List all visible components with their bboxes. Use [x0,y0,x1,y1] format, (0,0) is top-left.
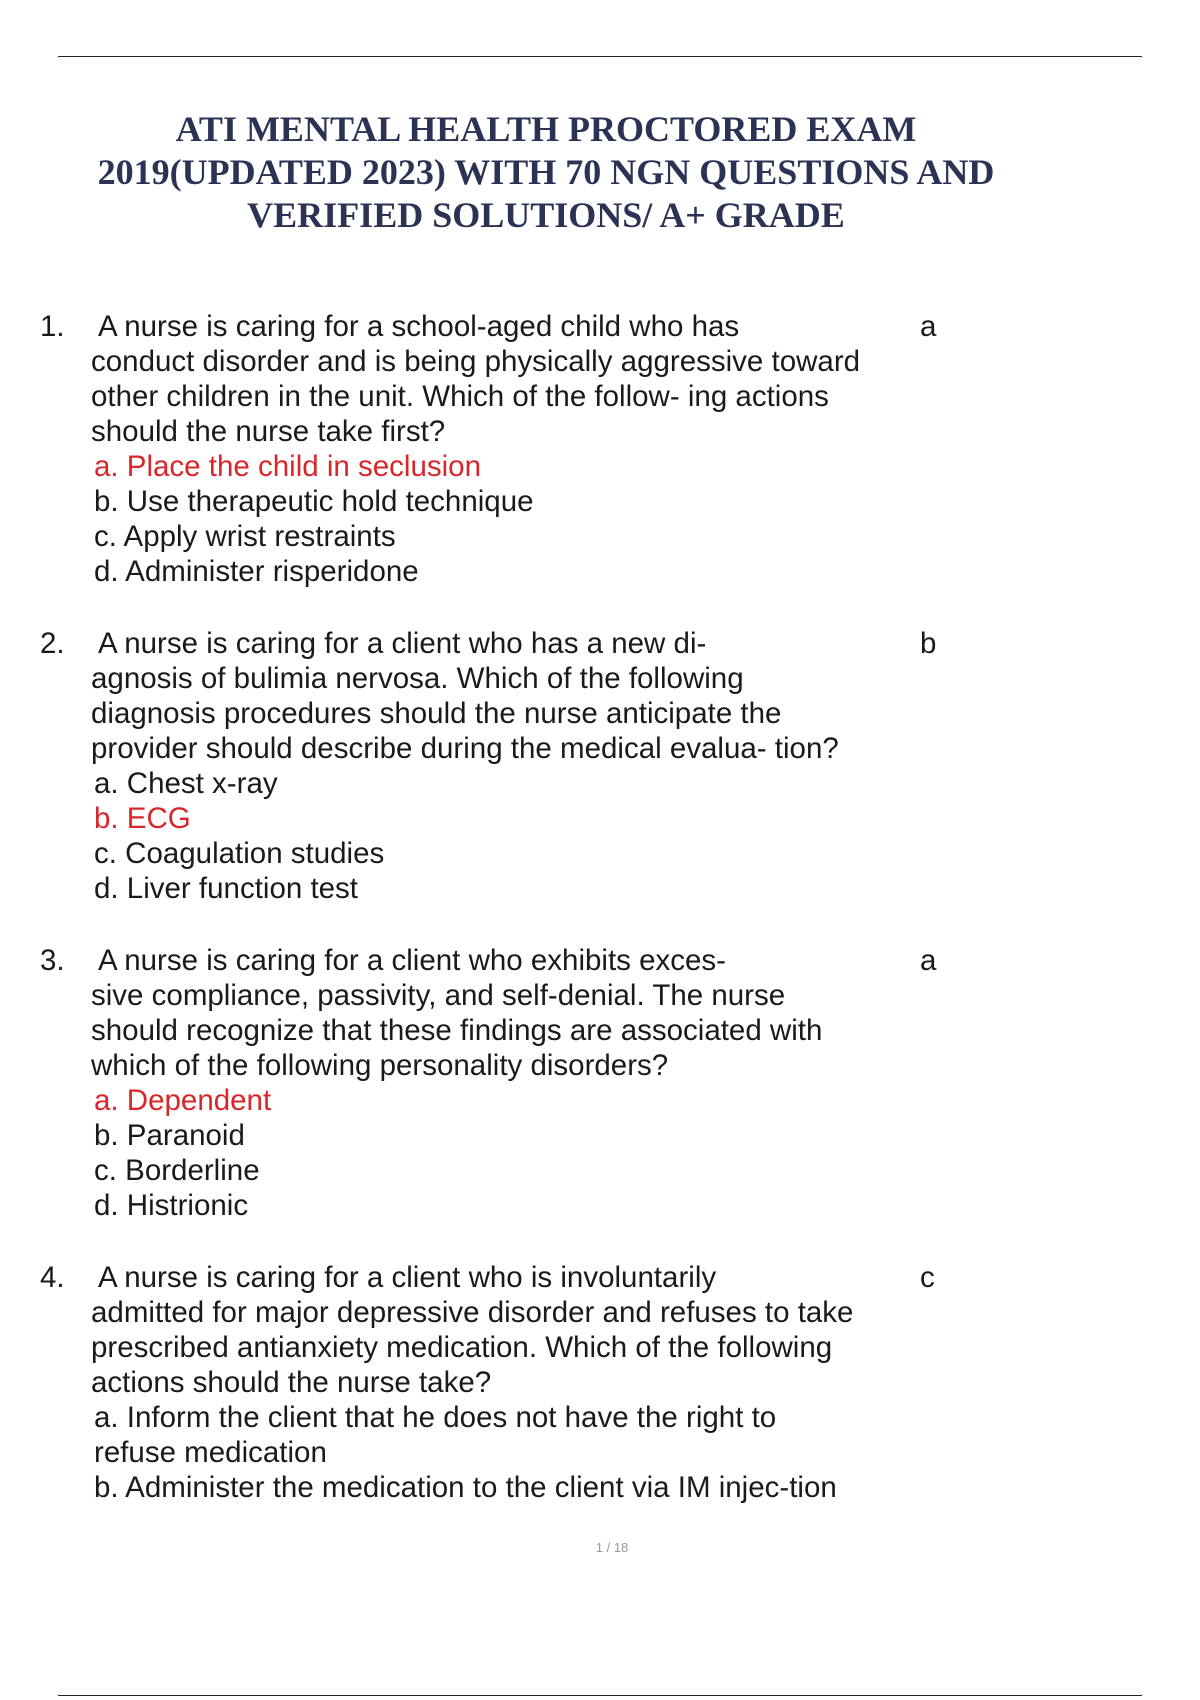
stem-line: conduct disorder and is being physically aggressive toward [91,345,861,378]
document-title [0,108,1092,237]
stem-line: other children in the unit. Which of the follow- ing actions [91,380,829,413]
option: c. Apply wrist restraints [94,520,396,553]
option: d. Administer risperidone [94,555,419,588]
option: c. Borderline [94,1154,260,1187]
option-correct: a. Dependent [94,1084,272,1117]
stem-line: diagnosis procedures should the nurse anticipate the [91,697,782,730]
option: b. Use therapeutic hold technique [94,485,534,518]
question-2 [0,626,960,906]
stem-line: should the nurse take first? [91,415,446,448]
question-4 [0,1260,960,1505]
answer-key: a [920,310,937,343]
stem-line: A nurse is caring for a school-aged child who has [98,310,740,343]
stem-line: sive compliance, passivity, and self-denial. The nurse [91,979,786,1012]
question-3 [0,943,960,1223]
option: b. Paranoid [94,1119,245,1152]
option: refuse medication [94,1436,327,1469]
question-stem [91,943,960,1083]
top-divider [58,56,1142,57]
question-number: 4. [40,1261,65,1294]
question-stem [91,309,960,449]
title-line-3: VERIFIED SOLUTIONS/ A+ GRADE [247,195,845,235]
title-line-1: ATI MENTAL HEALTH PROCTORED EXAM [175,109,917,149]
answer-key: c [920,1261,935,1294]
option-correct: b. ECG [94,802,191,835]
question-number: 1. [40,310,65,343]
stem-line: should recognize that these findings are associated with [91,1014,823,1047]
question-number: 3. [40,944,65,977]
bottom-divider [58,1695,1142,1696]
question-stem [91,626,960,766]
stem-line: which of the following personality disorders? [91,1049,669,1082]
stem-line: agnosis of bulimia nervosa. Which of the following [91,662,744,695]
page-indicator: 1 / 18 [595,1540,629,1555]
stem-line: A nurse is caring for a client who has a new di- [98,627,707,660]
question-1 [0,309,960,589]
stem-line: actions should the nurse take? [91,1366,492,1399]
stem-line: A nurse is caring for a client who is involuntarily [98,1261,717,1294]
option: b. Administer the medication to the client via IM injec-tion [94,1471,837,1504]
option: a. Inform the client that he does not have the right to [94,1401,777,1434]
option: d. Histrionic [94,1189,249,1222]
answer-key: a [920,944,937,977]
option: c. Coagulation studies [94,837,385,870]
title-line-2: 2019(UPDATED 2023) WITH 70 NGN QUESTIONS AND [97,152,995,192]
stem-line: admitted for major depressive disorder and refuses to take [91,1296,854,1329]
stem-line: A nurse is caring for a client who exhibits exces- [98,944,726,977]
stem-line: provider should describe during the medical evalua- tion? [91,732,839,765]
answer-key: b [920,627,937,660]
stem-line: prescribed antianxiety medication. Which of the following [91,1331,833,1364]
question-stem [91,1260,960,1400]
option-correct: a. Place the child in seclusion [94,450,482,483]
option: d. Liver function test [94,872,359,905]
question-number: 2. [40,627,65,660]
option: a. Chest x-ray [94,767,278,800]
